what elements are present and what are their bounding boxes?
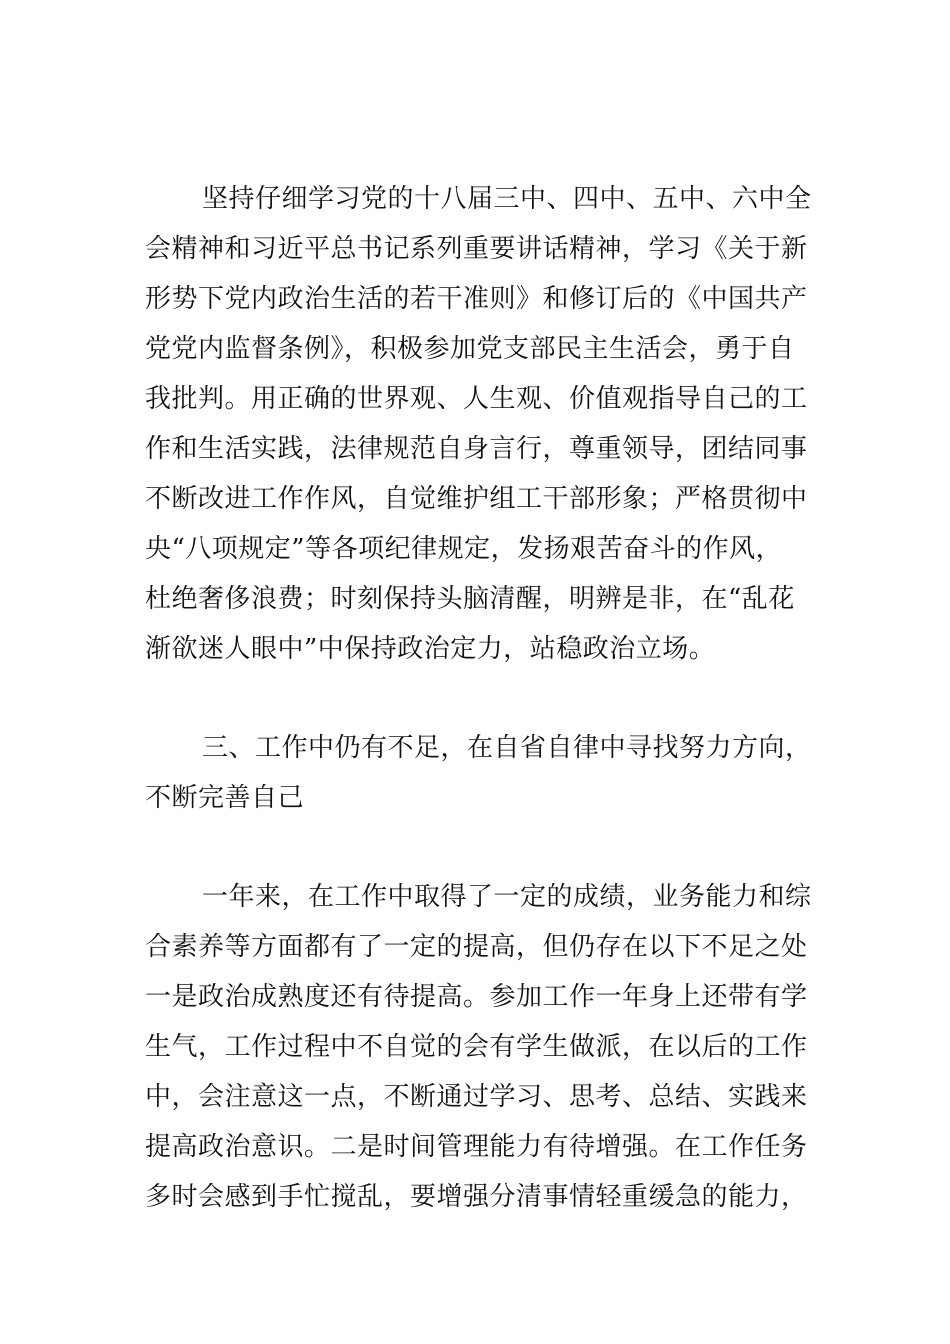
- text-line: 坚持仔细学习党的十八届三中、四中、五中、六中全: [202, 184, 812, 214]
- section-heading-three: [145, 723, 810, 823]
- text-line: 央“八项规定”等各项纪律规定，发扬艰苦奋斗的作风，: [145, 534, 783, 564]
- text-line: 不断完善自己: [145, 783, 305, 813]
- text-line: 中，会注意这一点，不断通过学习、思考、总结、实践来: [145, 1082, 808, 1112]
- text-line: 提高政治意识。二是时间管理能力有待增强。在工作任务: [145, 1132, 808, 1162]
- text-line: 党党内监督条例》，积极参加党支部民主生活会，勇于自: [145, 334, 795, 364]
- text-line: 形势下党内政治生活的若干准则》和修订后的《中国共产: [145, 284, 808, 314]
- paragraph-shortcomings: [145, 872, 810, 1222]
- text-line: 会精神和习近平总书记系列重要讲话精神，学习《关于新: [145, 234, 808, 264]
- text-line: 一年来，在工作中取得了一定的成绩，业务能力和综: [202, 882, 812, 912]
- text-line: 不断改进工作作风，自觉维护组工干部形象；严格贯彻中: [145, 484, 808, 514]
- paragraph-political-study: [145, 174, 810, 674]
- text-line: 生气，工作过程中不自觉的会有学生做派，在以后的工作: [145, 1032, 808, 1062]
- text-line: 作和生活实践，法律规范自身言行，尊重领导，团结同事: [145, 434, 808, 464]
- text-line: 一是政治成熟度还有待提高。参加工作一年身上还带有学: [145, 982, 808, 1012]
- text-line: 我批判。用正确的世界观、人生观、价值观指导自己的工: [145, 384, 808, 414]
- text-line: 渐欲迷人眼中”中保持政治定力，站稳政治立场。: [145, 634, 716, 664]
- text-line: 杜绝奢侈浪费；时刻保持头脑清醒，明辨是非，在“乱花: [145, 584, 795, 614]
- text-line: 合素养等方面都有了一定的提高，但仍存在以下不足之处: [145, 932, 808, 962]
- text-line: 多时会感到手忙搅乱，要增强分清事情轻重缓急的能力，: [145, 1182, 808, 1212]
- text-line: 三、工作中仍有不足，在自省自律中寻找努力方向，: [202, 733, 812, 763]
